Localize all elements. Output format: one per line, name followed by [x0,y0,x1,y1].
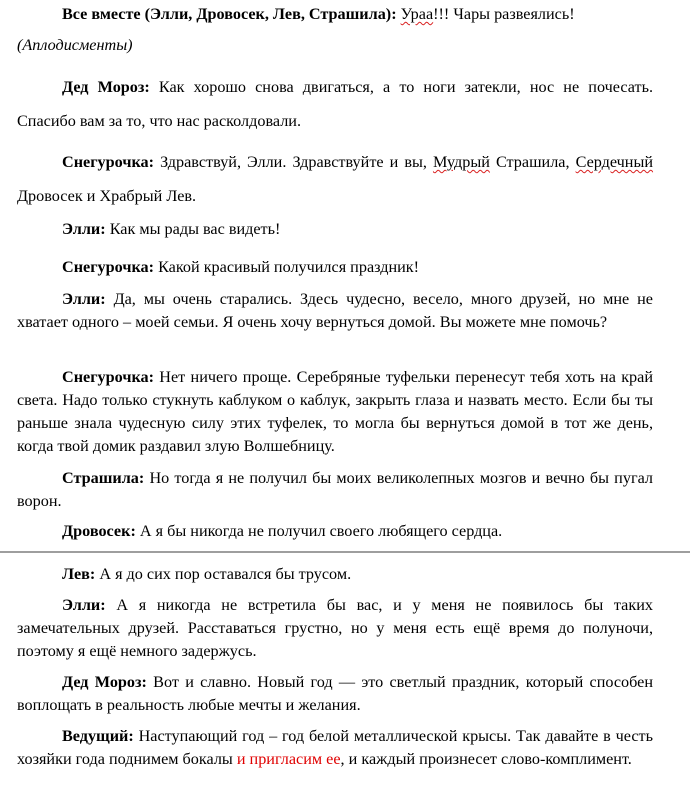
line-text: !!! Чары развеялись! [433,5,575,23]
line-text: Какой красивый получился праздник! [154,258,420,276]
speaker-strashila: Страшила: [62,469,145,487]
paragraph-all-together [17,3,653,26]
line-text: Наступающий год – год белой металлической крысы. Так давайте в честь хозяйки года поднимем бокалы [17,727,653,768]
line-text: Как хорошо снова двигаться, а то ноги затекли, нос не почесать. Спасибо вам за то, что нас расколдовали. [17,78,653,130]
paragraph-drovosek-1 [17,520,653,543]
line-text: Но тогда я не получил бы моих великолепных мозгов и вечно бы пугал ворон. [17,469,653,510]
speaker-ded-moroz: Дед Мороз: [62,673,147,691]
line-text: Дровосек и Храбрый Лев. [17,187,197,205]
line-text: Нет ничего проще. Серебряные туфельки перенесут тебя хоть на край света. Надо только стукнуть каблуком о каблук, закрыть глаза и назвать место. Если бы ты раньше знала чудесную силу этих туфелек, то могла бы вернуться домой в тот же день, когда твой домик раздавил злую Волшебницу. [17,368,653,455]
stage-direction: (Аплодисменты) [17,36,133,54]
highlighted-text: и пригласим ее [236,750,341,768]
line-text: Здравствуй, Элли. Здравствуйте и вы, [154,153,433,171]
line-text: А я до сих пор оставался бы трусом. [95,565,352,583]
speaker-elli: Элли: [62,596,106,614]
line-text: Страшила, [489,153,576,171]
line-text: Как мы рады вас видеть! [105,220,281,238]
speaker-ded-moroz: Дед Мороз: [62,78,150,96]
line-text: А я бы никогда не получил своего любящего сердца. [135,522,503,540]
page-break [0,551,690,558]
paragraph-ded-moroz-2 [17,671,653,717]
misspelled-word: Мудрый [432,153,490,171]
speaker-veduschiy: Ведущий: [62,727,134,745]
speaker-all-together: Все вместе (Элли, Дровосек, Лев, Страшила): [62,5,397,23]
paragraph-strashila-1 [17,467,653,513]
paragraph-lev-1 [17,563,653,586]
paragraph-snegurochka-3 [17,366,653,458]
misspelled-word: Ураа [400,5,434,23]
speaker-drovosek: Дровосек: [62,522,136,540]
paragraph-elli-2 [17,288,653,334]
paragraph-ded-moroz-1 [17,70,653,138]
speaker-lev: Лев: [62,565,96,583]
speaker-snegurochka: Снегурочка: [62,258,155,276]
paragraph-veduschiy-1 [17,725,653,771]
speaker-snegurochka: Снегурочка: [62,153,155,171]
paragraph-snegurochka-1 [17,145,653,213]
line-text: Да, мы очень старались. Здесь чудесно, весело, много друзей, но мне не хватает одного – моей семьи. Я очень хочу вернуться домой. Вы можете мне помочь? [17,290,653,331]
line-text: , и каждый произнесет слово-комплимент. [340,750,632,768]
speaker-elli: Элли: [62,220,106,238]
paragraph-elli-3 [17,594,653,663]
document-page-2 [0,558,690,802]
speaker-elli: Элли: [62,290,106,308]
line-text: Вот и славно. Новый год — это светлый праздник, который способен воплощать в реальность любые мечты и желания. [17,673,654,714]
misspelled-word: Сердечный [575,153,654,171]
line-text: А я никогда не встретила бы вас, и у меня не появилось бы таких замечательных друзей. Расставаться грустно, но у меня есть ещё время до полуночи, поэтому я ещё немного задержусь. [17,596,653,660]
paragraph-elli-1 [17,218,653,241]
paragraph-snegurochka-2 [17,256,653,279]
speaker-snegurochka: Снегурочка: [62,368,155,386]
